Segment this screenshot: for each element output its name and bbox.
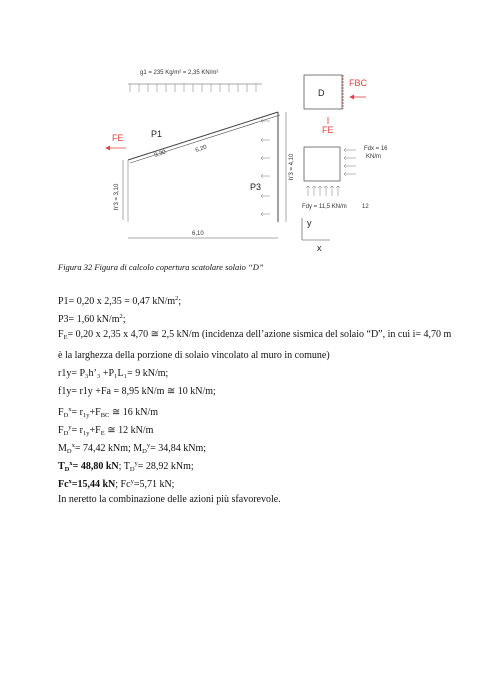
small-box xyxy=(304,147,340,181)
line-p1: P1= 0,20 x 2,35 = 0,47 $kN/m^2$; xyxy=(58,295,182,307)
line-f1y: f1y= r1y +Fa = 8,95 kN/m ≅ 10 kN/m; xyxy=(58,386,216,397)
fdx-arrows xyxy=(344,148,356,176)
roof-beam-inner xyxy=(130,115,280,163)
line-moments: $M_D^x= 74,42$ kNm; $M_D^y= 34,84$ kNm; xyxy=(58,442,207,455)
line-fdy: $F_D^y= r_{1y}+F_E$ ≅ 12 kN/m xyxy=(58,424,154,437)
line-note: In neretto la combinazione delle azioni più sfavorevole. xyxy=(58,494,281,505)
box-d-label: D xyxy=(318,88,325,98)
load-label: g1 = 235 Kg/m² = 2,35 KN/m² xyxy=(140,70,219,76)
line-fdx: $F_D^x= r_{1y}+F_{BC}$ ≅ 16 kN/m xyxy=(58,406,159,419)
line-r1y: r1y= P₃h’₃ +P₁L₁= 9 kN/m; xyxy=(58,368,169,379)
axis-x-label: x xyxy=(317,243,322,253)
dim-h3-right: h'3 = 4,10 xyxy=(289,153,295,180)
fbc-label: FBC xyxy=(349,78,367,88)
dim-h3-left: h'3 = 3,10 xyxy=(114,183,120,210)
p3-label: P3 xyxy=(250,182,262,192)
line-fe: $F_E= 0,20$ x 2,35 x 4,70 ≅ 2,5 kN/m (incidenza dell’azione sismica del solaio “D”, in cui i= 4,70 m è la larghezza della porzione di solaio vincolato al muro in comune) xyxy=(58,329,452,361)
fdy-arrows xyxy=(306,186,340,196)
dim-930: 9,30 xyxy=(153,149,167,159)
line-fc: $Fc^x=15,44$ kN; $Fc^y=5,71$ kN; xyxy=(58,478,175,490)
axis-y-label: y xyxy=(307,218,312,228)
fdx-label-1: Fdx = 16 xyxy=(364,146,388,152)
load-arrows xyxy=(130,84,256,92)
fe-right-label: FE xyxy=(322,125,334,135)
calculation-text xyxy=(58,290,458,509)
wall-load-arrows xyxy=(261,119,270,216)
dim-620: 6,20 xyxy=(194,144,208,154)
fdy-label: Fdy = 11,5 KN/m xyxy=(302,204,347,210)
line-shears: $T_D^x= 48,80$ kN; $T_D^y= 28,92$ kNm; xyxy=(58,460,194,473)
fdy-value: 12 xyxy=(362,204,369,210)
figure-caption: Figura 32 Figura di calcolo copertura scatolare solaio “D” xyxy=(58,262,264,272)
fdx-label-2: KN/m xyxy=(366,154,381,160)
line-p3: P3= 1,60 $kN/m^2$; xyxy=(58,313,126,325)
p1-label: P1 xyxy=(151,129,163,139)
fe-left-label: FE xyxy=(112,133,124,143)
structural-figure xyxy=(0,0,480,260)
dim-610: 6,10 xyxy=(192,231,204,237)
